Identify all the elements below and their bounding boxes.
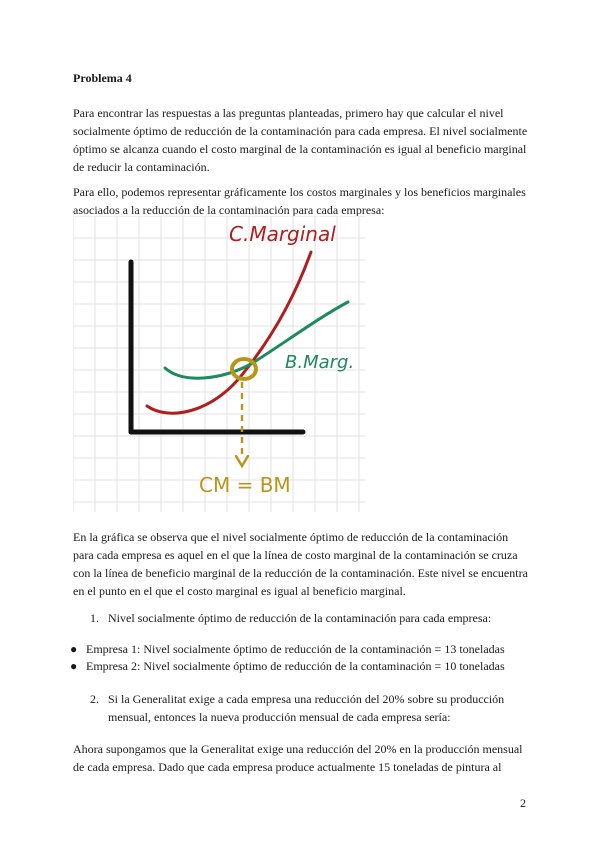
item-number: 2.	[90, 692, 99, 706]
item-text: Si la Generalitat exige a cada empresa una reducción del 20% sobre su producción mensual, entonces la nueva producción mensual de cada empresa sería:	[108, 692, 505, 724]
bullet-icon: ●	[70, 642, 78, 656]
equality-label: CM = BM	[199, 473, 291, 497]
bullet-icon: ●	[70, 659, 78, 673]
marginal-cost-benefit-figure	[73, 216, 365, 512]
page-number: 2	[520, 796, 526, 810]
item-text: Nivel socialmente óptimo de reducción de la contaminación para cada empresa:	[108, 611, 492, 625]
cm-label: C.Marginal	[229, 222, 336, 246]
marginal-cost-curve	[147, 252, 311, 413]
reduction-paragraph: Ahora supongamos que la Generalitat exige una reducción del 20% en la producción mensual de cada empresa. Dado que cada empresa produce actualmente 15 toneladas de pintura al	[73, 742, 523, 774]
bullet-text: Empresa 1: Nivel socialmente óptimo de reducción de la contaminación = 13 toneladas	[86, 642, 505, 656]
bm-label: B.Marg.	[285, 352, 355, 373]
bullet-text: Empresa 2: Nivel socialmente óptimo de reducción de la contaminación = 10 toneladas	[86, 659, 505, 673]
intro-paragraph: Para encontrar las respuestas a las preguntas planteadas, primero hay que calcular el nivel socialmente óptimo de reducción de la contaminación para cada empresa. El nivel socialmente óptimo se alcanza cuando el costo marginal de la contaminación es igual al beneficio marginal de reducir la contaminación.	[73, 106, 528, 174]
hand-drawn-graph	[73, 216, 365, 512]
problem-heading: Problema 4	[73, 71, 132, 85]
graph-intro-paragraph: Para ello, podemos representar gráficamente los costos marginales y los beneficios marginales asociados a la reducción de la contaminación para cada empresa:	[73, 185, 526, 217]
graph-explanation-paragraph: En la gráfica se observa que el nivel socialmente óptimo de reducción de la contaminación para cada empresa es aquel en el que la línea de costo marginal de la contaminación se cruza con la línea de beneficio marginal de la reducción de la contaminación. Este nivel se encuentra en el punto en el que el costo marginal es igual al beneficio marginal.	[73, 530, 528, 598]
item-number: 1.	[90, 611, 99, 625]
